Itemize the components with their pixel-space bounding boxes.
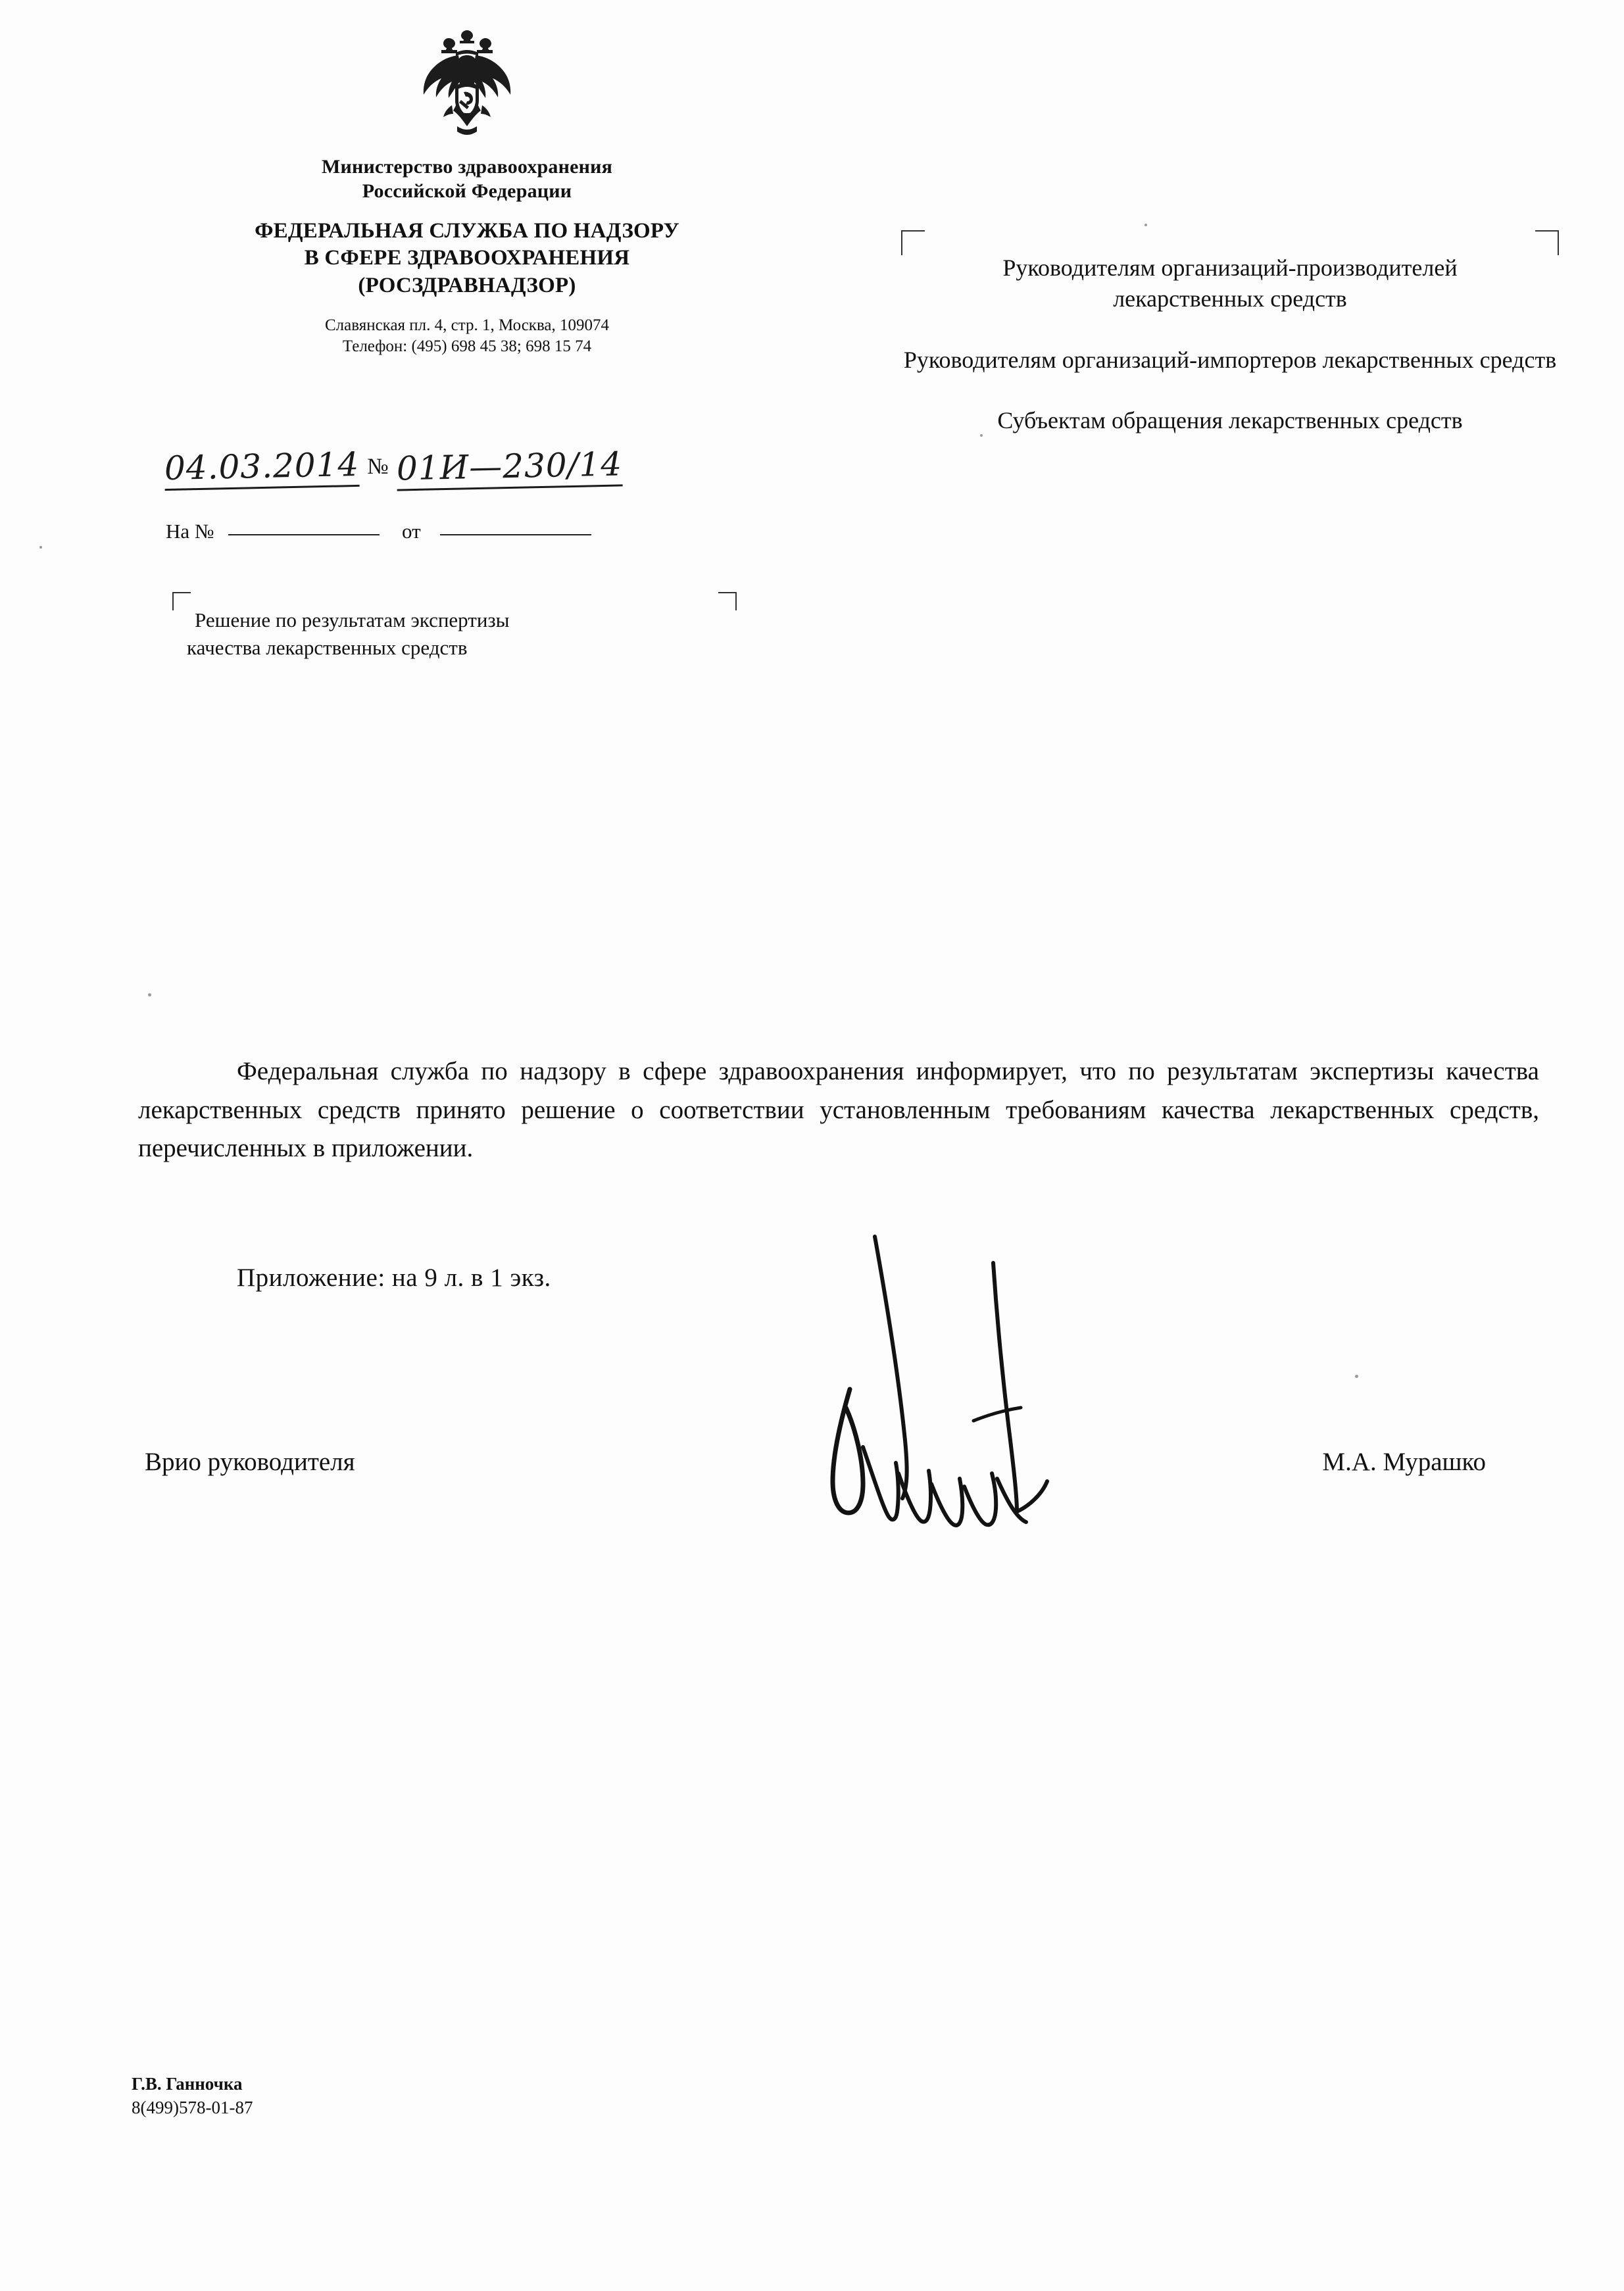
ministry-line-2: Российской Федерации [362,180,572,202]
body-text [138,1052,1539,1168]
addressee-item: Руководителям организаций-производителей лекарственных средств [1002,255,1458,312]
service-line-3: (РОСЗДРАВНАДЗОР) [358,273,576,297]
coat-of-arms-icon [418,26,516,151]
subject-line-2: качества лекарственных средств [187,635,468,659]
addressee-block [901,230,1559,436]
executor-name: Г.В. Ганночка [132,2074,243,2094]
executor-phone: 8(499)578-01-87 [132,2098,253,2118]
subject-corner-right [718,592,737,610]
document-number: 01И—230/14 [396,445,622,491]
service-line-2: В СФЕРЕ ЗДРАВООХРАНЕНИЯ [304,246,630,270]
scan-speck [980,434,983,437]
executor-block [132,2072,253,2120]
handwritten-signature [776,1223,1144,1579]
service-line-1: ФЕДЕРАЛЬНАЯ СЛУЖБА ПО НАДЗОРУ [255,219,679,243]
document-date: 04.03.2014 [164,445,360,491]
addressee-item: Субъектам обращения лекарственных средств [997,407,1463,434]
subject-line-1: Решение по результатам экспертизы [195,608,510,631]
reply-ref-label: На № [166,520,214,543]
addressee-corner-right [1535,230,1559,255]
reply-reference-line [166,520,591,543]
service-name [118,218,816,299]
reply-date-blank [440,533,591,535]
reply-ref-blank [228,533,380,535]
signer-role: Врио руководителя [145,1448,355,1476]
document-subject [172,592,751,662]
scan-speck [148,993,151,997]
body-paragraph: Федеральная служба по надзору в сфере здравоохранения информирует, что по результатам экспертизы качества лекарственных средств принято решение о соответствии установленным требованиям качества лекарственных средств, перечисленных в приложении. [138,1057,1539,1162]
address-line: Славянская пл. 4, стр. 1, Москва, 109074 [324,316,610,334]
organization-address [118,315,816,358]
scan-speck [1355,1375,1358,1378]
reply-date-label: от [401,520,421,543]
letterhead [118,26,816,358]
signer-name: М.А. Мурашко [1322,1448,1486,1476]
addressee-corner-left [901,230,925,255]
addressee-item: Руководителям организаций-импортеров лекарственных средств [903,346,1557,373]
scan-speck [39,546,42,549]
date-and-number [164,447,756,506]
ministry-line-1: Министерство здравоохранения [321,156,613,178]
phone-line: Телефон: (495) 698 45 38; 698 15 74 [342,337,592,356]
ministry-name [118,155,816,203]
subject-corner-left [172,592,191,610]
appendix-note: Приложение: на 9 л. в 1 экз. [237,1264,551,1292]
number-sign: № [367,455,389,479]
scan-speck [1144,224,1147,226]
